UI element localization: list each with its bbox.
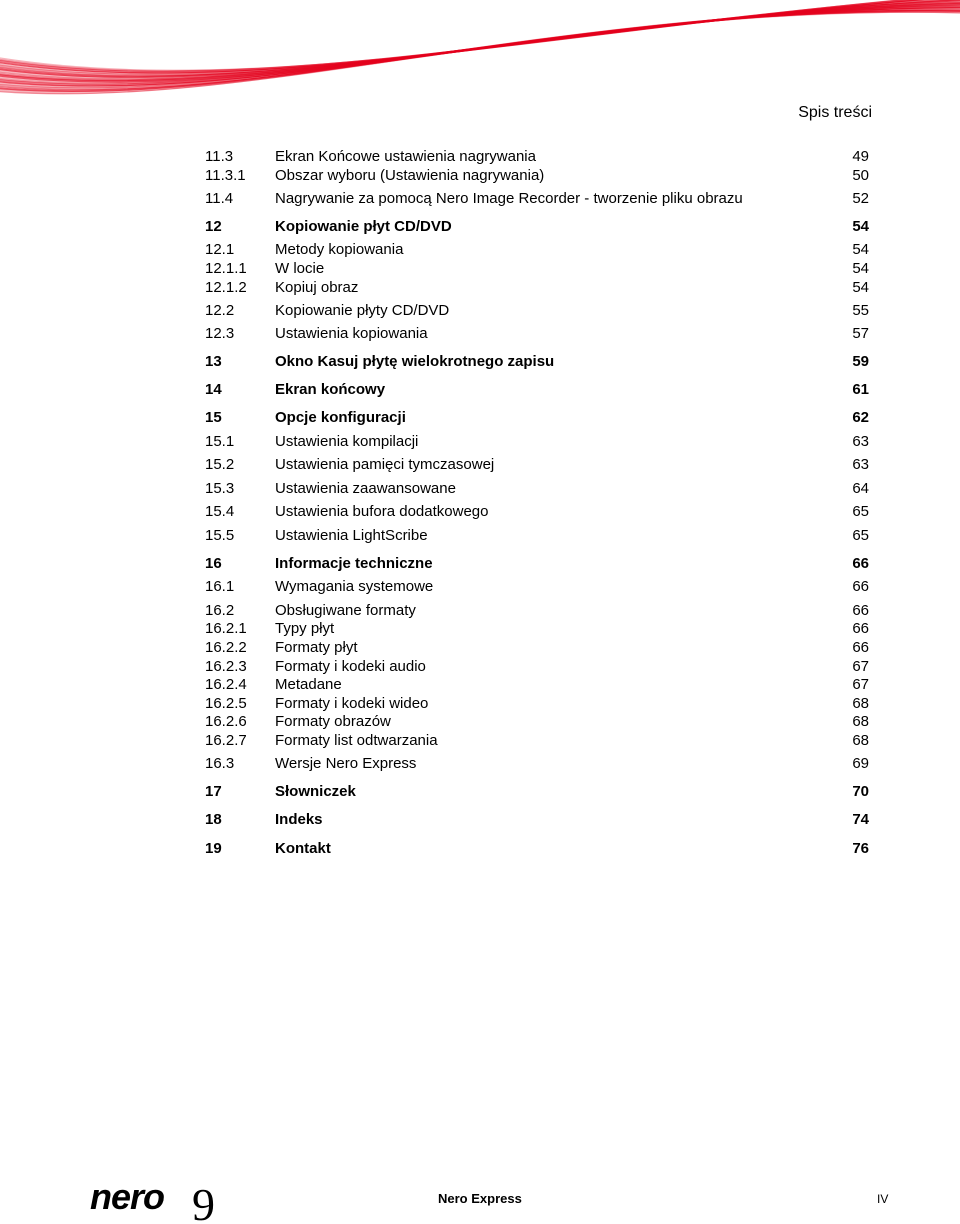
toc-entry-number: 16.2.4	[205, 676, 247, 693]
toc-entry-number: 16	[205, 555, 222, 572]
toc-entry-title: Ekran Końcowe ustawienia nagrywania	[275, 148, 536, 165]
toc-entry[interactable]	[205, 240, 869, 260]
toc-entry-title: Formaty i kodeki audio	[275, 658, 426, 675]
page-section-title: Spis treści	[798, 104, 872, 121]
toc-entry-page: 65	[852, 527, 869, 544]
svg-text:9: 9	[192, 1179, 215, 1224]
toc-entry[interactable]	[205, 638, 869, 658]
toc-entry-number: 12.1.1	[205, 260, 247, 277]
toc-entry-title: Wersje Nero Express	[275, 755, 417, 772]
toc-entry-number: 14	[205, 381, 222, 398]
toc-entry-title: Indeks	[275, 811, 323, 828]
toc-entry[interactable]	[205, 147, 869, 167]
toc-entry-page: 57	[852, 325, 869, 342]
toc-entry-page: 68	[852, 713, 869, 730]
toc-entry-title: Opcje konfiguracji	[275, 409, 406, 426]
toc-entry-number: 16.2	[205, 602, 235, 619]
toc-entry-page: 62	[852, 409, 869, 426]
svg-text:nero: nero	[90, 1176, 165, 1217]
toc-entry-number: 12.2	[205, 302, 235, 319]
toc-entry-number: 11.3	[205, 148, 234, 165]
toc-entry-page: 67	[852, 676, 869, 693]
toc-entry-number: 12.3	[205, 325, 235, 342]
toc-entry[interactable]	[205, 839, 869, 859]
toc-entry-page: 49	[852, 148, 869, 165]
toc-entry[interactable]	[205, 432, 869, 452]
toc-entry[interactable]	[205, 278, 869, 298]
toc-entry-number: 17	[205, 783, 222, 800]
toc-entry-page: 54	[852, 279, 869, 296]
toc-entry-title: Formaty list odtwarzania	[275, 732, 438, 749]
toc-entry[interactable]	[205, 731, 869, 751]
toc-entry-page: 54	[852, 260, 869, 277]
toc-entry-number: 11.3.1	[205, 167, 246, 184]
toc-entry-title: Formaty i kodeki wideo	[275, 695, 429, 712]
toc-entry-page: 65	[852, 503, 869, 520]
toc-entry-title: Kopiowanie płyt CD/DVD	[275, 218, 452, 235]
toc-entry[interactable]	[205, 352, 869, 372]
toc-entry-title: Formaty płyt	[275, 639, 358, 656]
toc-entry[interactable]	[205, 259, 869, 279]
toc-entry-page: 67	[852, 658, 869, 675]
toc-entry-number: 16.2.7	[205, 732, 247, 749]
toc-entry[interactable]	[205, 217, 869, 237]
toc-entry-number: 15.1	[205, 433, 235, 450]
toc-entry[interactable]	[205, 754, 869, 774]
toc-entry[interactable]	[205, 479, 869, 499]
toc-entry-page: 68	[852, 695, 869, 712]
toc-entry-title: Ekran końcowy	[275, 381, 386, 398]
toc-entry-number: 15.5	[205, 527, 235, 544]
toc-entry-number: 12.1	[205, 241, 235, 258]
toc-entry-page: 76	[852, 840, 869, 857]
toc-entry-number: 15.2	[205, 456, 235, 473]
toc-entry-number: 16.2.3	[205, 658, 247, 675]
toc-entry-number: 15	[205, 409, 222, 426]
toc-entry-number: 11.4	[205, 190, 234, 207]
toc-entry-page: 68	[852, 732, 869, 749]
toc-entry-number: 16.2.1	[205, 620, 247, 637]
toc-entry-page: 63	[852, 456, 869, 473]
toc-entry-number: 16.1	[205, 578, 235, 595]
toc-entry-number: 12.1.2	[205, 279, 247, 296]
toc-entry[interactable]	[205, 712, 869, 732]
toc-entry-number: 16.2.6	[205, 713, 247, 730]
toc-entry-title: Ustawienia pamięci tymczasowej	[275, 456, 495, 473]
toc-entry[interactable]	[205, 324, 869, 344]
toc-entry[interactable]	[205, 554, 869, 574]
toc-entry-number: 19	[205, 840, 222, 857]
toc-entry[interactable]	[205, 526, 869, 546]
toc-entry[interactable]	[205, 657, 869, 677]
toc-entry[interactable]	[205, 301, 869, 321]
toc-entry-page: 70	[852, 783, 869, 800]
toc-entry-title: Okno Kasuj płytę wielokrotnego zapisu	[275, 353, 555, 370]
toc-entry-page: 52	[852, 190, 869, 207]
toc-entry[interactable]	[205, 380, 869, 400]
toc-entry-title: Kopiuj obraz	[275, 279, 359, 296]
toc-entry[interactable]	[205, 455, 869, 475]
toc-entry-title: Metody kopiowania	[275, 241, 404, 258]
toc-entry[interactable]	[205, 502, 869, 522]
toc-entry[interactable]	[205, 408, 869, 428]
toc-entry-title: Formaty obrazów	[275, 713, 391, 730]
toc-entry[interactable]	[205, 577, 869, 597]
toc-entry-page: 55	[852, 302, 869, 319]
toc-entry-number: 18	[205, 811, 222, 828]
footer-product-name: Nero Express	[438, 1191, 522, 1206]
toc-entry[interactable]	[205, 189, 869, 209]
toc-entry-title: Informacje techniczne	[275, 555, 433, 572]
toc-entry-title: Ustawienia kompilacji	[275, 433, 419, 450]
toc-entry[interactable]	[205, 166, 869, 186]
toc-entry-title: Ustawienia bufora dodatkowego	[275, 503, 489, 520]
toc-entry-title: W locie	[275, 260, 325, 277]
toc-entry-number: 16.2.2	[205, 639, 247, 656]
toc-entry[interactable]	[205, 619, 869, 639]
toc-entry-number: 15.4	[205, 503, 235, 520]
footer-page-number: IV	[877, 1192, 889, 1206]
nero-9-logo	[88, 1176, 228, 1224]
toc-entry-page: 66	[852, 620, 869, 637]
toc-entry-number: 13	[205, 353, 222, 370]
toc-entry-page: 66	[852, 639, 869, 656]
toc-entry-page: 74	[852, 811, 869, 828]
toc-entry-title: Ustawienia zaawansowane	[275, 480, 456, 497]
toc-entry-title: Kopiowanie płyty CD/DVD	[275, 302, 450, 319]
toc-entry-number: 15.3	[205, 480, 235, 497]
toc-entry-title: Metadane	[275, 676, 342, 693]
toc-entry[interactable]	[205, 810, 869, 830]
toc-entry-title: Obszar wyboru (Ustawienia nagrywania)	[275, 167, 545, 184]
toc-entry[interactable]	[205, 782, 869, 802]
toc-entry-title: Słowniczek	[275, 783, 356, 800]
toc-entry[interactable]	[205, 694, 869, 714]
toc-entry-title: Kontakt	[275, 840, 331, 857]
toc-entry-page: 66	[852, 555, 869, 572]
toc-entry-title: Obsługiwane formaty	[275, 602, 416, 619]
toc-entry[interactable]	[205, 675, 869, 695]
toc-entry-number: 16.3	[205, 755, 235, 772]
toc-entry-page: 61	[852, 381, 869, 398]
toc-entry-title: Nagrywanie za pomocą Nero Image Recorder - tworzenie pliku obrazu	[275, 190, 743, 207]
toc-entry-page: 50	[852, 167, 869, 184]
toc-entry[interactable]	[205, 601, 869, 621]
toc-entry-page: 54	[852, 241, 869, 258]
toc-entry-page: 59	[852, 353, 869, 370]
toc-entry-page: 54	[852, 218, 869, 235]
toc-entry-title: Ustawienia kopiowania	[275, 325, 428, 342]
toc-entry-page: 63	[852, 433, 869, 450]
toc-entry-title: Wymagania systemowe	[275, 578, 434, 595]
toc-entry-number: 12	[205, 218, 222, 235]
toc-entry-number: 16.2.5	[205, 695, 247, 712]
red-swoosh-graphic	[0, 0, 960, 110]
toc-entry-page: 64	[852, 480, 869, 497]
toc-entry-title: Ustawienia LightScribe	[275, 527, 428, 544]
toc-entry-page: 69	[852, 755, 869, 772]
toc-entry-page: 66	[852, 578, 869, 595]
toc-entry-title: Typy płyt	[275, 620, 335, 637]
toc-entry-page: 66	[852, 602, 869, 619]
